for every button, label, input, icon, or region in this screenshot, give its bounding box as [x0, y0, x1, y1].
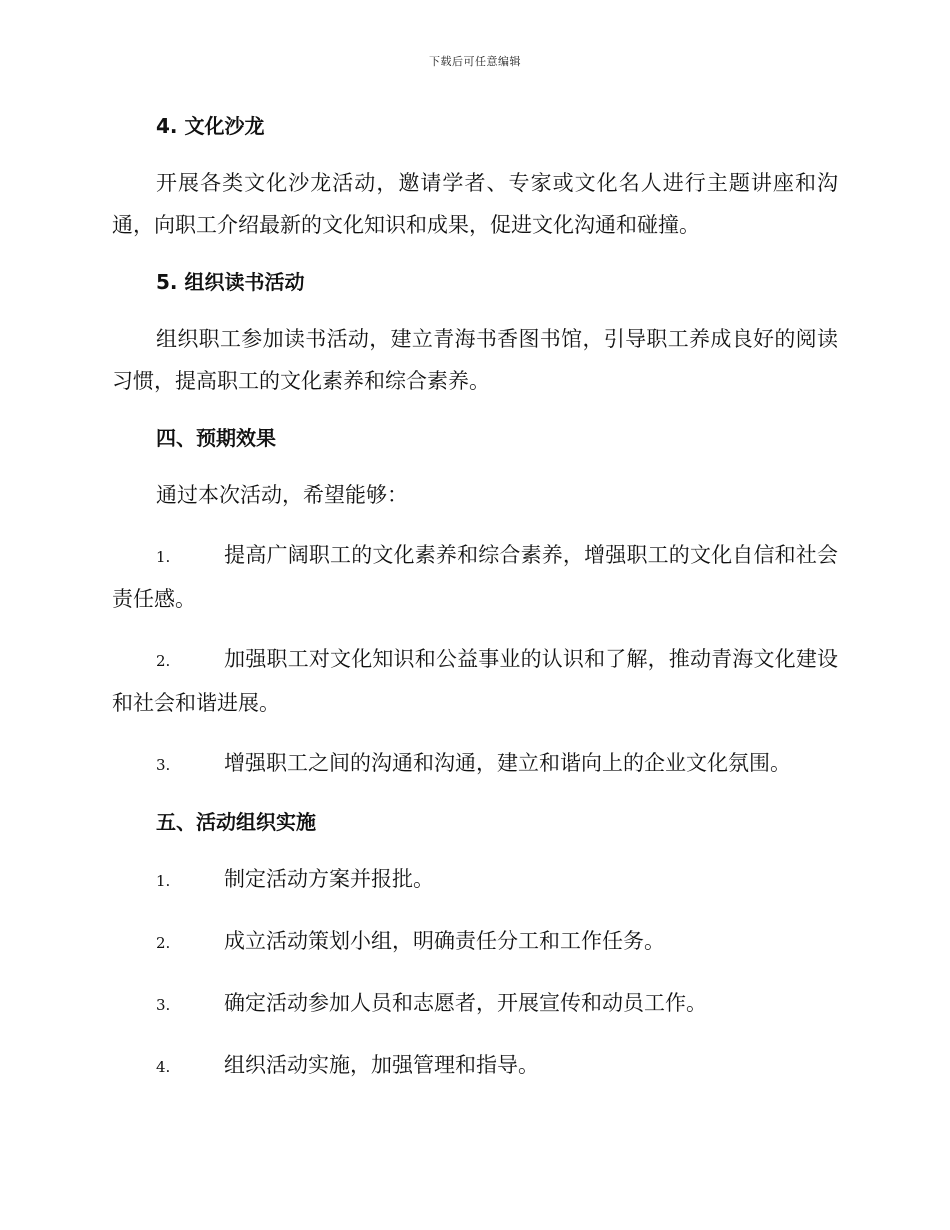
paragraph-reading-activity: 组织职工参加读书活动，建立青海书香图书馆，引导职工养成良好的阅读习惯，提高职工的文化素养和综合素养。: [112, 327, 838, 393]
section-heading-reading-activity: 5. 组织读书活动: [156, 270, 305, 294]
list-item-effect-2: [112, 638, 838, 724]
list-item-effect-1: [112, 534, 838, 620]
list-number: 2.: [156, 652, 171, 670]
page-header-note: 下载后可任意编辑: [429, 55, 521, 68]
list-number: 1.: [156, 872, 171, 890]
list-item-text: 确定活动参加人员和志愿者，开展宣传和动员工作。: [224, 991, 707, 1015]
list-item-text: 成立活动策划小组，明确责任分工和工作任务。: [224, 929, 665, 953]
list-number: 1.: [156, 548, 171, 566]
list-number: 2.: [156, 934, 171, 952]
document-body: [112, 108, 838, 1106]
list-item-implementation-1: [112, 858, 838, 902]
list-number: 3.: [156, 996, 171, 1014]
section-heading-culture-salon: 4. 文化沙龙: [156, 114, 265, 138]
paragraph-effects-intro: 通过本次活动，希望能够：: [156, 483, 408, 507]
list-item-text: 加强职工对文化知识和公益事业的认识和了解，推动青海文化建设和社会和谐进展。: [112, 647, 838, 715]
section-heading-implementation: 五、活动组织实施: [156, 810, 316, 834]
list-number: 4.: [156, 1058, 171, 1076]
list-item-implementation-3: [112, 982, 838, 1026]
section-heading-expected-effects: 四、预期效果: [156, 426, 276, 450]
list-number: 3.: [156, 756, 171, 774]
list-item-implementation-4: [112, 1044, 838, 1088]
paragraph-culture-salon: 开展各类文化沙龙活动，邀请学者、专家或文化名人进行主题讲座和沟通，向职工介绍最新的文化知识和成果，促进文化沟通和碰撞。: [112, 171, 838, 237]
list-item-text: 提高广阔职工的文化素养和综合素养，增强职工的文化自信和社会责任感。: [112, 543, 838, 611]
list-item-text: 制定活动方案并报批。: [224, 867, 434, 891]
list-item-text: 组织活动实施，加强管理和指导。: [224, 1053, 539, 1077]
list-item-effect-3: [112, 742, 838, 786]
list-item-text: 增强职工之间的沟通和沟通，建立和谐向上的企业文化氛围。: [224, 751, 791, 775]
list-item-implementation-2: [112, 920, 838, 964]
